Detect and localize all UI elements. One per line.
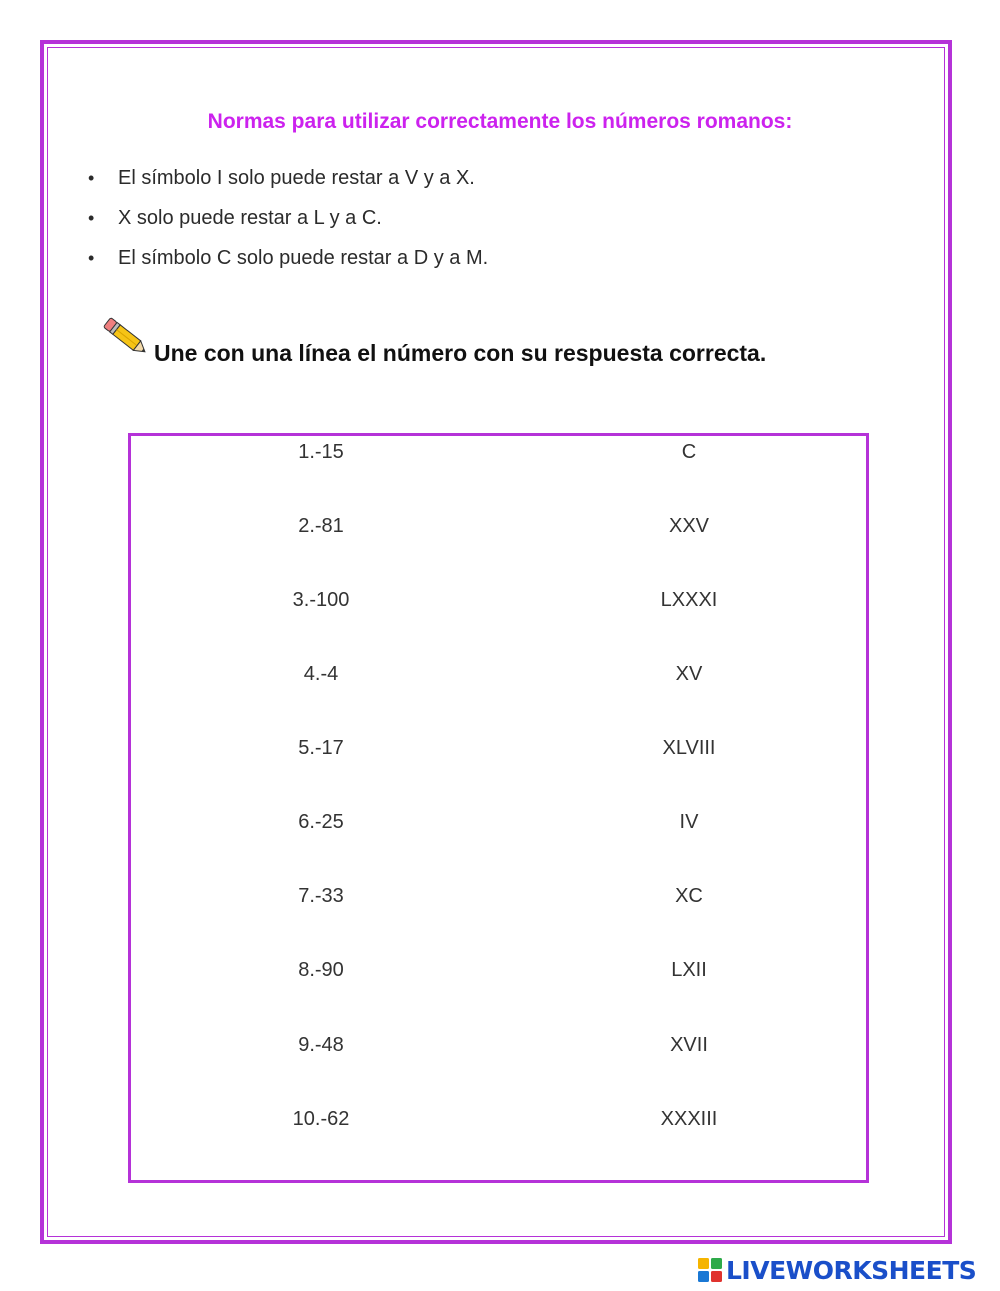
- roman-item[interactable]: XLVIII: [662, 737, 716, 759]
- liveworksheets-watermark: [698, 1255, 976, 1285]
- bullet-icon: •: [88, 248, 95, 268]
- instruction-text: Une con una línea el número con su respuesta correcta.: [154, 340, 767, 366]
- roman-item[interactable]: XV: [675, 663, 703, 685]
- roman-item[interactable]: C: [681, 441, 697, 463]
- rule-item: [88, 238, 488, 278]
- match-row: [131, 1034, 866, 1064]
- rule-text: El símbolo I solo puede restar a V y a X.: [118, 167, 475, 189]
- brand-text: LIVEWORKSHEETS: [726, 1255, 977, 1285]
- number-item[interactable]: 10.-62: [292, 1108, 350, 1130]
- number-item[interactable]: 5.-17: [298, 737, 344, 759]
- roman-item[interactable]: XC: [675, 885, 703, 907]
- match-row: [131, 959, 866, 989]
- match-row: [131, 737, 866, 767]
- bullet-icon: •: [88, 168, 95, 188]
- match-row: [131, 441, 866, 471]
- number-item[interactable]: 2.-81: [298, 515, 344, 537]
- rule-text: X solo puede restar a L y a C.: [118, 207, 382, 229]
- pencil-icon: [100, 312, 152, 362]
- match-row: [131, 589, 866, 619]
- number-item[interactable]: 3.-100: [292, 589, 350, 611]
- number-item[interactable]: 7.-33: [298, 885, 344, 907]
- rule-item: [88, 158, 488, 198]
- bullet-icon: •: [88, 208, 95, 228]
- roman-item[interactable]: LXII: [671, 959, 707, 981]
- number-item[interactable]: 9.-48: [298, 1034, 344, 1056]
- match-row: [131, 515, 866, 545]
- match-row: [131, 885, 866, 915]
- match-row: [131, 663, 866, 693]
- number-item[interactable]: 8.-90: [298, 959, 344, 981]
- rules-list: [88, 158, 488, 278]
- liveworksheets-logo-icon: [698, 1258, 722, 1282]
- rule-item: [88, 198, 488, 238]
- number-item[interactable]: 1.-15: [298, 441, 344, 463]
- page-title: Normas para utilizar correctamente los números romanos:: [207, 110, 793, 133]
- roman-item[interactable]: LXXXI: [660, 589, 718, 611]
- rule-text: El símbolo C solo puede restar a D y a M.: [118, 247, 489, 269]
- roman-item[interactable]: IV: [679, 811, 699, 833]
- match-row: [131, 1108, 866, 1138]
- number-item[interactable]: 4.-4: [303, 663, 339, 685]
- roman-item[interactable]: XXV: [668, 515, 710, 537]
- matching-box: [128, 433, 869, 1183]
- match-row: [131, 811, 866, 841]
- roman-item[interactable]: XXXIII: [660, 1108, 718, 1130]
- number-item[interactable]: 6.-25: [298, 811, 344, 833]
- roman-item[interactable]: XVII: [670, 1034, 708, 1056]
